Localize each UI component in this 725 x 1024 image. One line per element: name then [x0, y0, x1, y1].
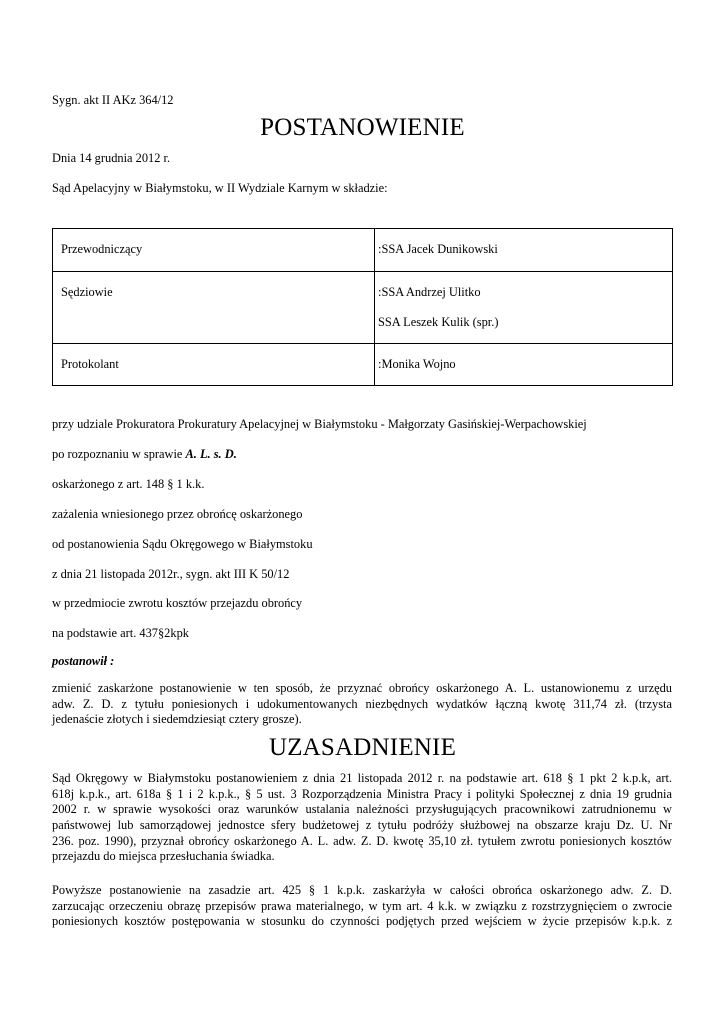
appealed-decision-line: od postanowienia Sądu Okręgowego w Białymstoku [52, 537, 313, 551]
paragraph-line: Sąd Okręgowy w Białymstoku postanowieniem z dnia 21 listopada 2012 r. na podstawie art. 618 § 1 pkt 2 k.p.k, art. [52, 771, 672, 785]
judge-1: :SSA Andrzej Ulitko [378, 285, 481, 299]
justification-paragraph-2 [52, 883, 672, 930]
paragraph-line: poniesionych kosztów postępowania w stosunku do czynności podjętych przed wejściem w życie przepisów k.p.k. z [52, 914, 672, 929]
presiding-value: :SSA Jacek Dunikowski [375, 229, 673, 272]
clerk-value: :Monika Wojno [375, 344, 673, 386]
case-line [52, 447, 237, 462]
prosecutor-line: przy udziale Prokuratora Prokuratury Apelacyjnej w Białymstoku - Małgorzaty Gasińskiej-Werpachowskiej [52, 417, 587, 431]
paragraph-line: przejazdu do miejsca przesłuchania świadka. [52, 849, 275, 864]
justification-title: UZASADNIENIE [268, 734, 457, 761]
judges-label: Sędziowie [53, 272, 375, 344]
clerk-label: Protokolant [53, 344, 375, 386]
case-signature: Sygn. akt II AKz 364/12 [52, 93, 174, 107]
panel-table [52, 228, 673, 386]
decided-heading: postanowił : [52, 654, 115, 668]
paragraph-line: 236. poz. 1990), przyznał obrońcy oskarżonego A. L. adw. Z. D. kwotę 35,10 zł. tytułem zwrotu poniesionych kosztów [52, 833, 672, 848]
judges-value [375, 272, 673, 344]
legal-basis-line: na podstawie art. 437§2kpk [52, 626, 189, 640]
table-row [53, 344, 673, 386]
presiding-label: Przewodniczący [53, 229, 375, 272]
ruling-paragraph [52, 681, 672, 728]
ruling-line: adw. Z. D. z tytułu poniesionych i udokumentowanych niezbędnych wydatków łączną kwotę 311,74 zł. (trzysta [52, 696, 672, 711]
subject-line: w przedmiocie zwrotu kosztów przejazdu obrońcy [52, 596, 303, 610]
court-composition-intro: Sąd Apelacyjny w Białymstoku, w II Wydziale Karnym w składzie: [52, 181, 388, 195]
charge-line: oskarżonego z art. 148 § 1 k.k. [52, 477, 205, 491]
paragraph-line: Powyższe postanowienie na zasadzie art. 425 § 1 k.p.k. zaskarżyła w całości obrońca oskarżonego adw. Z. D. [52, 883, 672, 897]
judge-2: SSA Leszek Kulik (spr.) [378, 315, 499, 329]
ruling-line: zmienić zaskarżone postanowienie w ten sposób, że przyznać obrońcy oskarżonego A. L. ustanowionemu z urzędu [52, 681, 672, 695]
appealed-decision-date: z dnia 21 listopada 2012r., sygn. akt III K 50/12 [52, 567, 290, 581]
complaint-line: zażalenia wniesionego przez obrońcę oskarżonego [52, 507, 303, 521]
table-row [53, 229, 673, 272]
paragraph-line: zarzucając orzeczeniu obrazę przepisów prawa materialnego, w tym art. 4 k.k. w związku z rozstrzygnięciem o zwrocie [52, 898, 672, 913]
paragraph-line: państwowej lub samorządowej jednostce sfery budżetowej z tytułu podróży służbowej na obszarze kraju Dz. U. Nr [52, 818, 672, 833]
table-row [53, 272, 673, 344]
paragraph-line: 618j k.p.k., art. 618a § 1 i 2 k.p.k., § 5 ust. 3 Rozporządzenia Ministra Pracy i polityki Społecznej z dnia 19 grudnia [52, 786, 672, 801]
document-title: POSTANOWIENIE [260, 114, 465, 141]
justification-paragraph-1 [52, 771, 672, 865]
case-name: A. L. s. D. [185, 447, 237, 461]
paragraph-line: 2002 r. w sprawie wysokości oraz warunków ustalania należności przysługujących pracownikowi zatrudnionemu w [52, 802, 672, 817]
ruling-line: jedenaście złotych i siedemdziesiąt cztery grosze). [52, 712, 302, 727]
case-prefix: po rozpoznaniu w sprawie [52, 447, 186, 461]
decision-date: Dnia 14 grudnia 2012 r. [52, 151, 171, 165]
